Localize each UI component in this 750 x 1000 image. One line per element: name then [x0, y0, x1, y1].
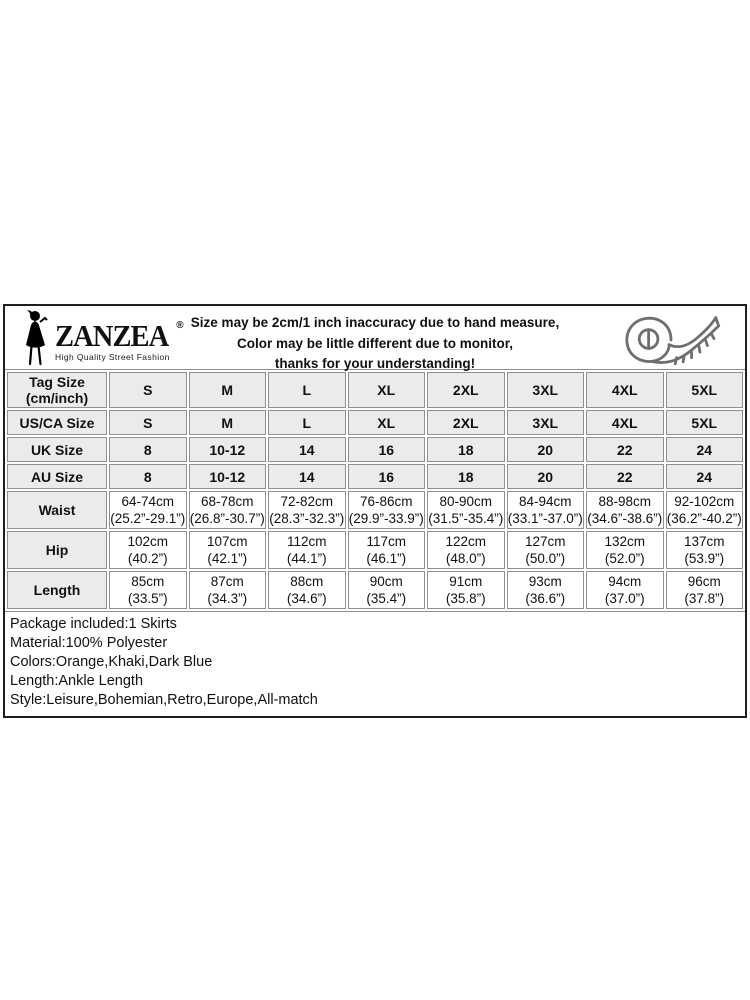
value-inch: (50.0”) [525, 551, 566, 566]
tape-measure-icon [615, 310, 727, 373]
size-cell: 16 [348, 437, 426, 462]
size-cell: 24 [666, 464, 744, 489]
size-cell: 18 [427, 437, 505, 462]
measurement-cell [348, 531, 426, 569]
size-cell: XL [348, 410, 426, 435]
row-label-au: AU Size [7, 464, 107, 489]
size-cell: 10-12 [189, 437, 267, 462]
header-band [5, 306, 745, 370]
table-row-tag-size [7, 372, 743, 408]
value-inch: (33.5”) [127, 591, 168, 606]
table-row-uk-size [7, 437, 743, 462]
measurement-cell [109, 531, 187, 569]
value-inch: (28.3”-32.3”) [269, 511, 345, 526]
value-inch: (26.8”-30.7”) [189, 511, 265, 526]
note-line-material: Material:100% Polyester [10, 635, 168, 651]
measurement-cell [109, 491, 187, 529]
brand-tagline: High Quality Street Fashion [55, 351, 170, 362]
row-label-usca: US/CA Size [7, 410, 107, 435]
value-inch: (29.9”-33.9”) [348, 511, 424, 526]
value-inch: (37.0”) [604, 591, 645, 606]
product-notes [5, 611, 745, 716]
value-cm: 80-90cm [439, 494, 493, 509]
measurement-cell [666, 571, 744, 609]
measurement-cell [586, 571, 664, 609]
table-row-hip [7, 531, 743, 569]
size-cell: 3XL [507, 410, 585, 435]
value-inch: (53.9”) [684, 551, 725, 566]
value-cm: 64-74cm [121, 494, 175, 509]
value-inch: (42.1”) [207, 551, 248, 566]
measurement-cell [507, 491, 585, 529]
size-cell: S [109, 410, 187, 435]
size-cell: 4XL [586, 410, 664, 435]
measurement-cell [189, 491, 267, 529]
size-cell: M [189, 410, 267, 435]
table-row-usca-size [7, 410, 743, 435]
size-cell: 5XL [666, 372, 744, 408]
measurement-cell [348, 571, 426, 609]
note-line-style: Style:Leisure,Bohemian,Retro,Europe,All-match [10, 692, 318, 708]
size-cell: 5XL [666, 410, 744, 435]
value-inch: (48.0”) [445, 551, 486, 566]
value-inch: (35.8”) [445, 591, 486, 606]
row-label-line: Tag Size [29, 374, 85, 390]
value-cm: 87cm [210, 574, 244, 589]
size-cell: 2XL [427, 410, 505, 435]
measurement-cell [427, 491, 505, 529]
value-inch: (46.1”) [366, 551, 407, 566]
size-cell: 16 [348, 464, 426, 489]
measurement-cell [109, 571, 187, 609]
row-label-uk: UK Size [7, 437, 107, 462]
measurement-cell [666, 491, 744, 529]
value-inch: (36.6”) [525, 591, 566, 606]
table-row-waist [7, 491, 743, 529]
size-cell: 14 [268, 464, 346, 489]
value-cm: 84-94cm [518, 494, 572, 509]
size-cell: 8 [109, 464, 187, 489]
value-inch: (34.6”) [286, 591, 327, 606]
size-cell: 8 [109, 437, 187, 462]
disclaimer-line: Color may be little different due to monitor, [236, 335, 514, 351]
row-label-waist: Waist [7, 491, 107, 529]
value-cm: 88cm [290, 574, 324, 589]
note-line-colors: Colors:Orange,Khaki,Dark Blue [10, 654, 213, 670]
note-line-length: Length:Ankle Length [10, 673, 144, 689]
size-cell: L [268, 372, 346, 408]
value-cm: 137cm [683, 534, 725, 549]
value-cm: 122cm [445, 534, 487, 549]
value-cm: 127cm [524, 534, 566, 549]
measurement-cell [268, 571, 346, 609]
size-cell: 2XL [427, 372, 505, 408]
size-cell: 20 [507, 437, 585, 462]
row-label-tag-size [7, 372, 107, 408]
measurement-cell [427, 571, 505, 609]
value-inch: (52.0”) [604, 551, 645, 566]
size-cell: 18 [427, 464, 505, 489]
value-inch: (31.5”-35.4”) [428, 511, 504, 526]
table-row-au-size [7, 464, 743, 489]
value-cm: 85cm [131, 574, 165, 589]
value-cm: 94cm [608, 574, 642, 589]
measurement-cell [268, 491, 346, 529]
value-inch: (35.4”) [366, 591, 407, 606]
value-inch: (34.3”) [207, 591, 248, 606]
value-cm: 90cm [369, 574, 403, 589]
measurement-cell [586, 491, 664, 529]
row-label-line: (cm/inch) [25, 390, 89, 406]
measurement-cell [189, 571, 267, 609]
size-cell: 10-12 [189, 464, 267, 489]
value-cm: 68-78cm [200, 494, 254, 509]
size-table [5, 370, 745, 611]
size-cell: 22 [586, 437, 664, 462]
value-cm: 91cm [449, 574, 483, 589]
size-cell: 3XL [507, 372, 585, 408]
disclaimer-line: Size may be 2cm/1 inch inaccuracy due to hand measure, [190, 315, 560, 330]
value-cm: 93cm [528, 574, 562, 589]
value-cm: 92-102cm [674, 494, 735, 509]
value-cm: 72-82cm [280, 494, 334, 509]
measurement-cell [586, 531, 664, 569]
table-row-length [7, 571, 743, 609]
value-inch: (44.1”) [286, 551, 327, 566]
value-inch: (33.1”-37.0”) [507, 511, 583, 526]
value-cm: 102cm [127, 534, 169, 549]
value-inch: (40.2”) [127, 551, 168, 566]
size-cell: XL [348, 372, 426, 408]
row-label-hip: Hip [7, 531, 107, 569]
value-cm: 112cm [286, 534, 327, 549]
disclaimer-line: thanks for your understanding! [274, 356, 476, 371]
measurement-cell [427, 531, 505, 569]
size-cell: 14 [268, 437, 346, 462]
value-cm: 132cm [604, 534, 646, 549]
size-chart-sheet [3, 304, 747, 718]
value-cm: 88-98cm [598, 494, 652, 509]
row-label-length: Length [7, 571, 107, 609]
registered-mark: ® [176, 319, 184, 331]
measurement-cell [189, 531, 267, 569]
measurement-cell [666, 531, 744, 569]
brand-name: ZANZEA [55, 317, 169, 353]
value-inch: (36.2”-40.2”) [666, 511, 742, 526]
size-cell: L [268, 410, 346, 435]
value-inch: (25.2”-29.1”) [110, 511, 186, 526]
value-inch: (37.8”) [684, 591, 725, 606]
value-cm: 96cm [687, 574, 721, 589]
size-cell: S [109, 372, 187, 408]
measurement-cell [507, 571, 585, 609]
size-cell: 4XL [586, 372, 664, 408]
value-cm: 76-86cm [359, 494, 413, 509]
value-cm: 117cm [366, 534, 407, 549]
value-cm: 107cm [206, 534, 248, 549]
note-line-package: Package included:1 Skirts [10, 616, 177, 632]
measurement-cell [507, 531, 585, 569]
measurement-cell [348, 491, 426, 529]
size-cell: 22 [586, 464, 664, 489]
size-cell: M [189, 372, 267, 408]
size-cell: 24 [666, 437, 744, 462]
size-cell: 20 [507, 464, 585, 489]
value-inch: (34.6”-38.6”) [587, 511, 663, 526]
measurement-cell [268, 531, 346, 569]
